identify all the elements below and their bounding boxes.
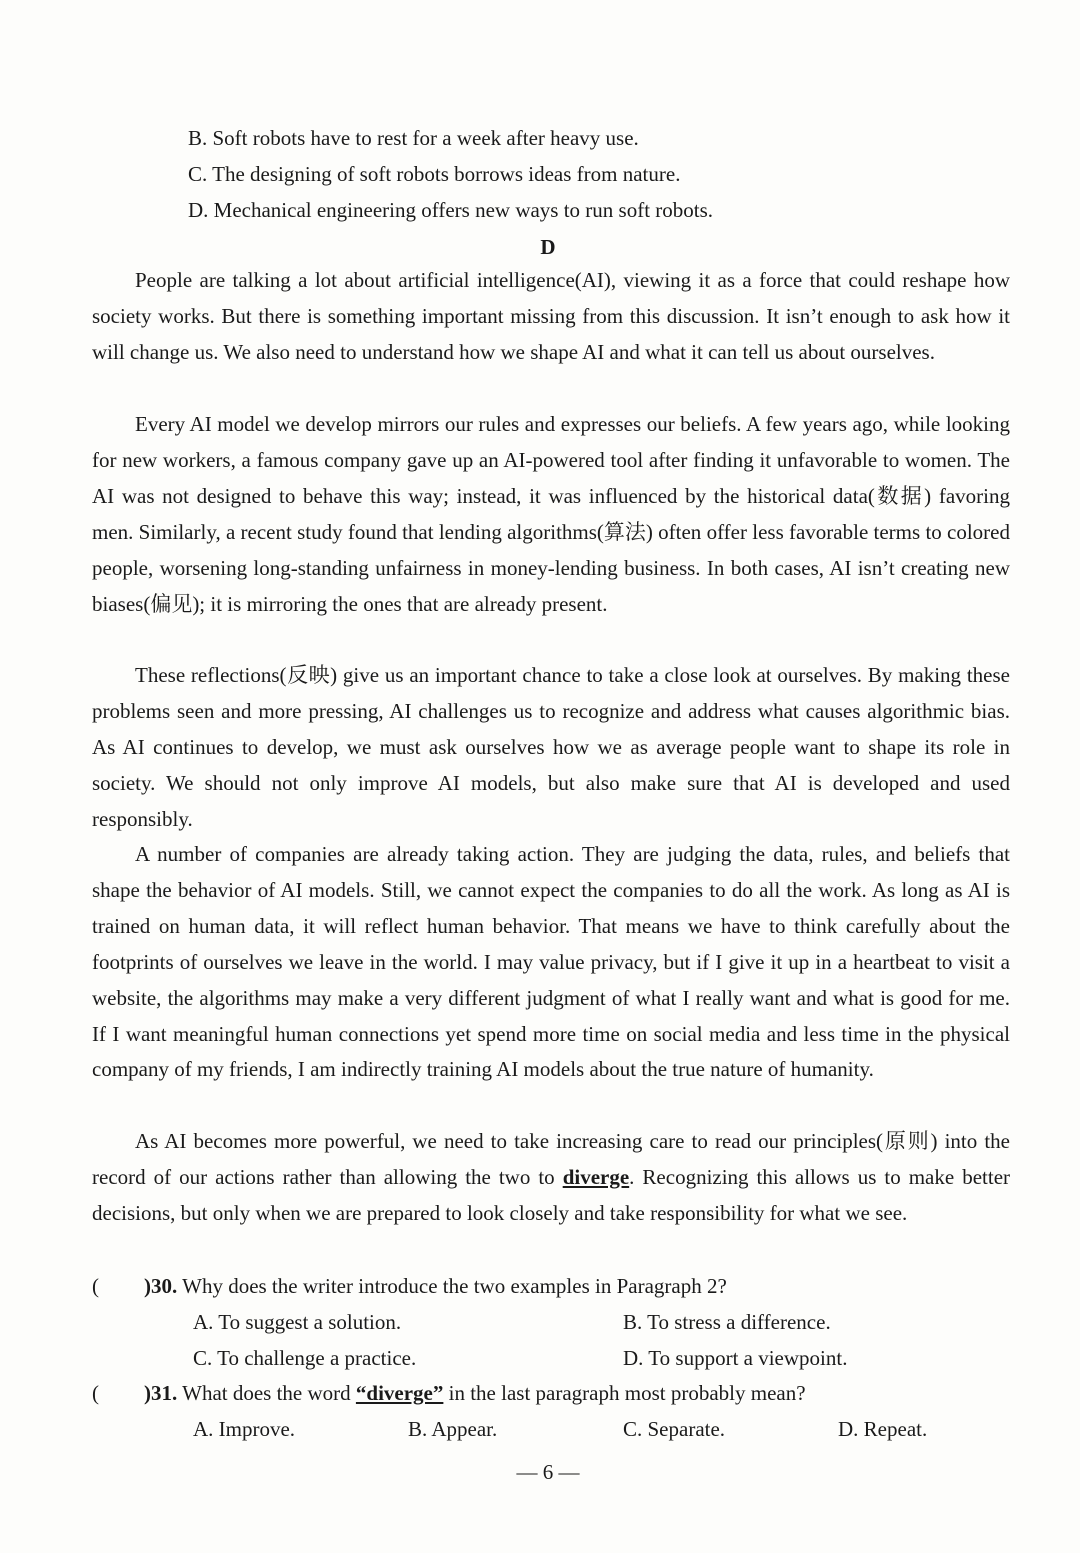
paragraph-4: A number of companies are already taking action. They are judging the data, rules, and beliefs that shape the behavior of AI models. Still, we cannot expect the companies to do all the work. As long as AI is trained on human data, it will reflect human behavior. That means we have to think carefully about the footprints of ourselves we leave in the world. I may value privacy, but if I give it up in a heartbeat to visit a website, the algorithms may make a very different judgment of what I really want and what is good for me. If I want meaningful human connections yet spend more time on social media and less time in the physical company of my friends, I am indirectly training AI models about the true nature of humanity. xyxy=(92,842,1010,1082)
question-30 xyxy=(92,1268,1010,1304)
question-31-options xyxy=(193,1411,1053,1447)
answer-blank-31: ( xyxy=(92,1381,99,1405)
question-number-31: )31. xyxy=(144,1381,178,1405)
paragraph-5 xyxy=(92,1124,1010,1232)
option-30-b: B. To stress a difference. xyxy=(623,1310,831,1334)
question-number-30: )30. xyxy=(144,1274,178,1298)
option-31-b: B. Appear. xyxy=(408,1417,498,1441)
question-text-31-before: What does the word xyxy=(177,1381,356,1405)
keyword-diverge: diverge xyxy=(562,1164,630,1189)
answer-blank-30: ( xyxy=(92,1274,99,1298)
paragraph-5-text-after: . Recognizing this allows us to make better decisions, but only when we are prepared to look closely and take responsibility for what we see. xyxy=(92,1164,1011,1225)
previous-option-c: C. The designing of soft robots borrows ideas from nature. xyxy=(188,162,681,186)
question-31-keyword: “diverge” xyxy=(355,1381,444,1405)
question-text-30: Why does the writer introduce the two examples in Paragraph 2? xyxy=(177,1274,727,1298)
previous-option-d: D. Mechanical engineering offers new ways to run soft robots. xyxy=(188,198,714,222)
question-31 xyxy=(92,1375,1010,1411)
option-31-d: D. Repeat. xyxy=(838,1417,928,1441)
option-30-d: D. To support a viewpoint. xyxy=(623,1346,848,1370)
previous-option-b: B. Soft robots have to rest for a week after heavy use. xyxy=(188,126,639,150)
option-31-c: C. Separate. xyxy=(623,1417,726,1441)
question-30-options xyxy=(193,1304,1053,1376)
page-number: — 6 — xyxy=(516,1460,580,1484)
option-30-a: A. To suggest a solution. xyxy=(193,1310,402,1334)
paragraph-3: These reflections(反映) give us an important chance to take a close look at ourselves. By making these problems seen and more pressing, AI challenges us to recognize and address what causes algorithmic bias. As AI continues to develop, we must ask ourselves how we as average people want to shape its role in society. We should not only improve AI models, but also make sure that AI is developed and used responsibly. xyxy=(92,663,1010,831)
question-text-31-after: in the last paragraph most probably mean? xyxy=(443,1381,806,1405)
paragraph-2: Every AI model we develop mirrors our rules and expresses our beliefs. A few years ago, while looking for new workers, a famous company gave up an AI-powered tool after finding it unfavorable to women. The AI was not designed to behave this way; instead, it was influenced by the historical data(数据) favoring men. Similarly, a recent study found that lending algorithms(算法) often offer less favorable terms to colored people, worsening long-standing unfairness in money-lending business. In both cases, AI isn’t creating new biases(偏见); it is mirroring the ones that are already present. xyxy=(92,412,1010,616)
paragraph-5-text-before: As AI becomes more powerful, we need to take increasing care to read our principles(原则) into the record of our actions rather than allowing the two to xyxy=(92,1129,1010,1189)
section-label: D xyxy=(540,235,556,259)
option-30-c: C. To challenge a practice. xyxy=(193,1346,417,1370)
option-31-a: A. Improve. xyxy=(193,1417,296,1441)
paragraph-1: People are talking a lot about artificial intelligence(AI), viewing it as a force that could reshape how society works. But there is something important missing from this discussion. It isn’t enough to ask how it will change us. We also need to understand how we shape AI and what it can tell us about ourselves. xyxy=(92,268,1010,364)
